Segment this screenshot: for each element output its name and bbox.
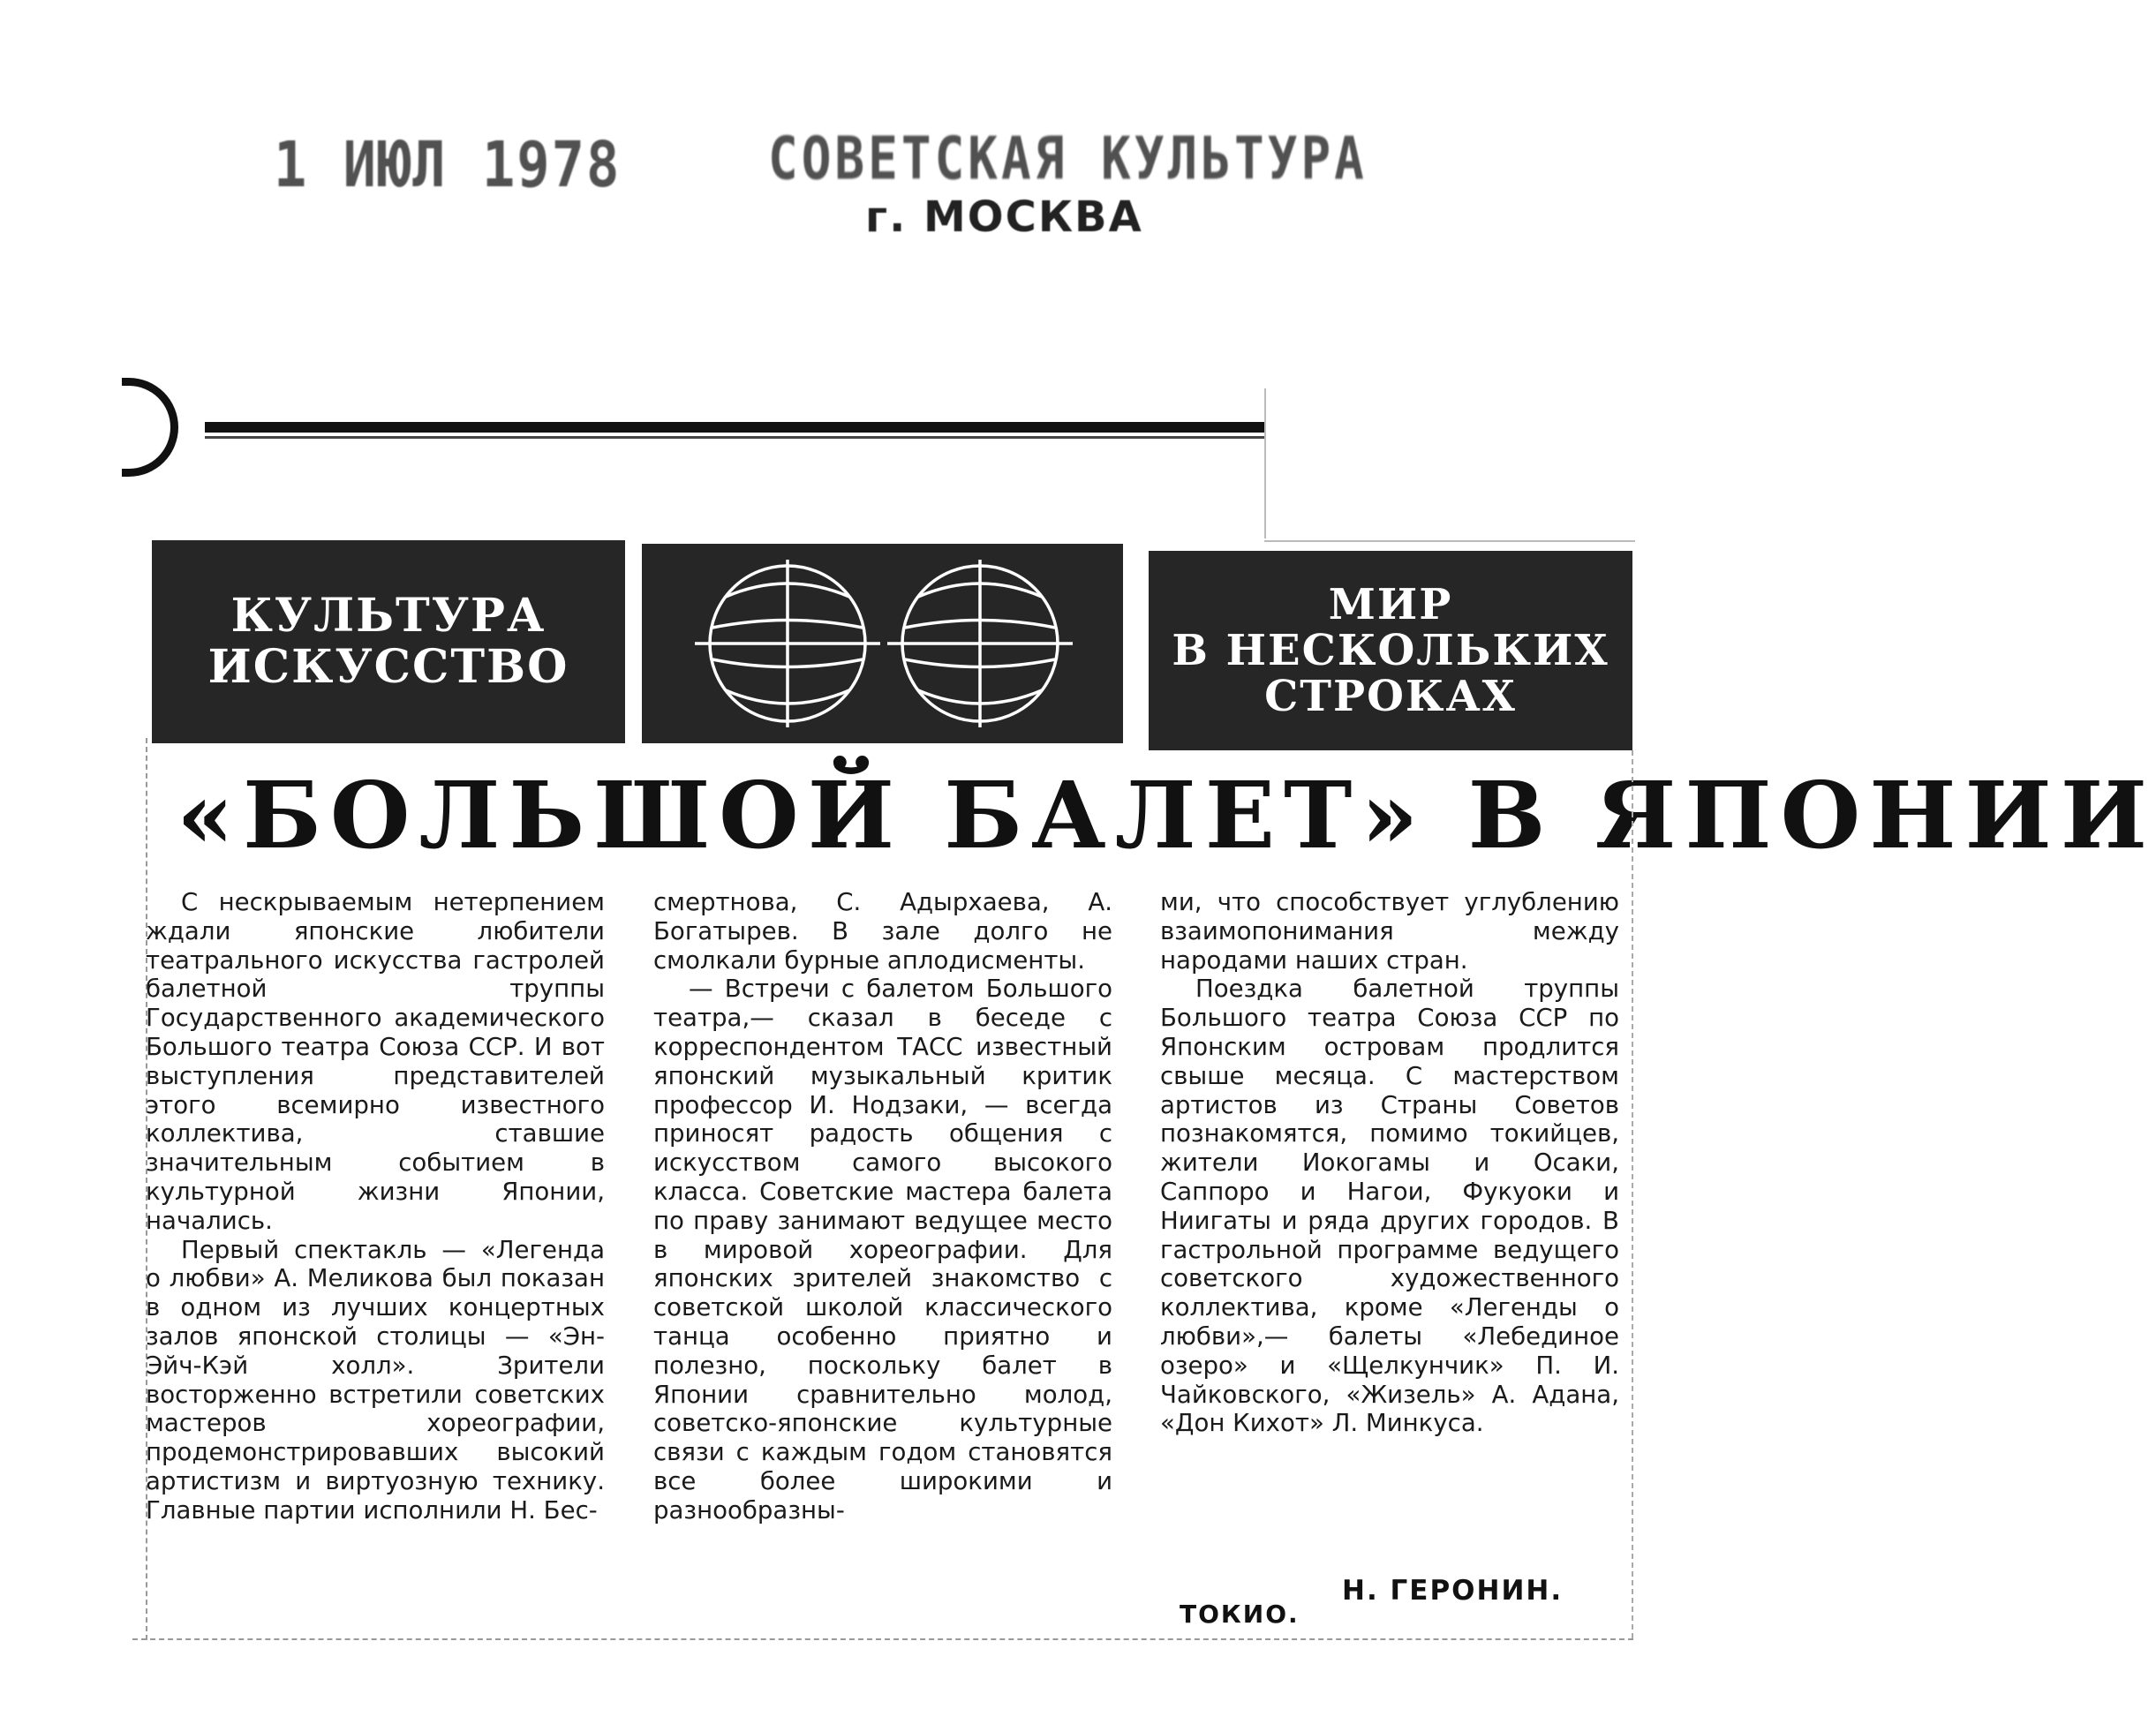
rubric-line: СТРОКАХ [1264,672,1517,721]
half-circle-ornament [122,378,178,477]
paragraph: ми, что способствует углублению взаимопонимания между народами наших стран. [1160,887,1619,975]
clipping-cut-line [1264,540,1635,542]
article-column-3 [1160,888,1619,1438]
paragraph: Поездка балетной труппы Большого театра Союза ССР по Японским островам продлится свыше месяца. С мастерством артистов из Страны Советов познакомятся, помимо токийцев, жители Иокогамы и Осаки, Саппоро и Нагои, Фукуоки и Ниигаты и ряда других городов. В гастрольной программе ведущего советского художественного коллектива, кроме «Легенды о любви»,— балеты «Лебединое озеро» и «Щелкунчик» П. И. Чайковского, «Жизель» А. Адана, «Дон Кихот» Л. Минкуса. [1160,974,1619,1438]
clipping-cut-line [1264,388,1266,538]
clipping-date-stamp: 1 ИЮЛ 1978 [274,127,622,202]
dateline: ТОКИО. [1180,1600,1300,1629]
paragraph: Первый спектакль — «Легенда о любви» А. Меликова был показан в одном из лучших концертных залов японской столицы — «Эн-Эйч-Кэй холл». Зрители восторженно встретили советских мастеров хореографии, продемонстрировавших высокий артистизм и виртуозную технику. Главные партии исполнили Н. Бес- [146,1234,605,1525]
clipping-edge [132,1638,1633,1640]
rubric-line: ИСКУССТВО [207,640,569,694]
paragraph: смертнова, С. Адырхаева, А. Богатырев. В зале долго не смолкали бурные аплодисменты. [653,887,1112,975]
rubric-culture-art [152,540,625,743]
author-signature: Н. ГЕРОНИН. [1342,1575,1564,1607]
city-stamp: г. МОСКВА [865,192,1143,242]
article-headline: «БОЛЬШОЙ БАЛЕТ» В ЯПОНИИ [177,761,2156,870]
rubric-line: В НЕСКОЛЬКИХ [1172,626,1609,675]
paragraph: С нескрываемым нетерпением ждали японские любители театрального искусства гастролей балетной труппы Государственного академического Большого театра Союза ССР. И вот выступления представителей этого всемирно известного коллектива, ставшие значительным событием в культурной жизни Японии, начались. [146,887,605,1235]
newspaper-name-stamp: СОВЕТСКАЯ КУЛЬТУРА [768,124,1368,194]
rubric-line: КУЛЬТУРА [230,589,547,643]
horizontal-rule-thin [205,436,1264,439]
rubric-world-in-brief [1149,551,1632,750]
clipping-edge [1632,750,1634,1638]
paragraph: — Встречи с балетом Большого театра,— сказал в беседе с корреспондентом ТАСС известный японский музыкальный критик профессор И. Нодзаки, — всегда приносят радость общения с искусством самого высокого класса. Советские мастера балета по праву занимают ведущее место в мировой хореографии. Для японских зрителей знакомство с советской школой классического танца особенно приятно и полезно, поскольку балет в Японии сравнительно молод, советско-японские культурные связи с каждым годом становятся все более широкими и разнообразны- [653,974,1112,1525]
rubric-line: МИР [1328,580,1453,629]
article-column-2 [653,888,1112,1525]
twin-globes-icon [642,544,1123,743]
rubric-globes [642,544,1123,743]
horizontal-rule [205,422,1264,433]
article-column-1 [146,888,605,1525]
